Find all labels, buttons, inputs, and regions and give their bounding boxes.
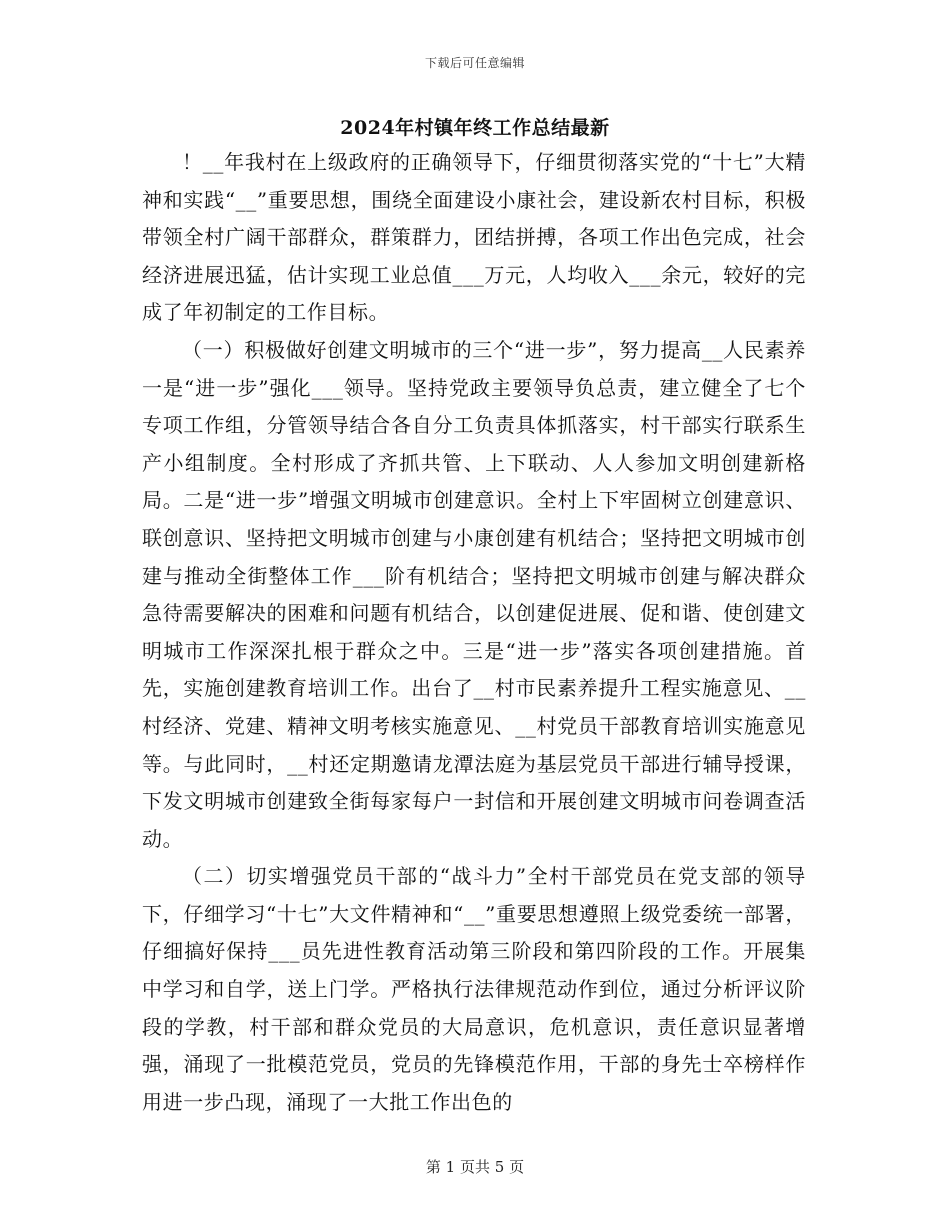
paragraph-section-2: （二）切实增强党员干部的“战斗力”全村干部党员在党支部的领导下，仔细学习“十七”大文件精神和“__”重要思想遵照上级党委统一部署，仔细搞好保持___员先进性教育活动第三阶段和第四阶段的工作。开展集中学习和自学，送上门学。严格执行法律规范动作到位，通过分析评议阶段的学教，村干部和群众党员的大局意识，危机意识，责任意识显著增强，涌现了一批模范党员，党员的先锋模范作用，干部的身先士卒榜样作用进一步凸现，涌现了一大批工作出色的: [142, 864, 806, 1114]
document-body: [142, 144, 806, 1121]
header-note: 下载后可任意编辑: [424, 56, 525, 70]
page-footer: 第 1 页共 5 页: [425, 1158, 525, 1176]
document-title: 2024年村镇年终工作总结最新: [340, 117, 610, 139]
paragraph-section-1: （一）积极做好创建文明城市的三个“进一步”，努力提高__人民素养一是“进一步”强化___领导。坚持党政主要领导负总责，建立健全了七个专项工作组，分管领导结合各自分工负责具体抓落实，村干部实行联系生产小组制度。全村形成了齐抓共管、上下联动、人人参加文明创建新格局。二是“进一步”增强文明城市创建意识。全村上下牢固树立创建意识、联创意识、坚持把文明城市创建与小康创建有机结合；坚持把文明城市创建与推动全街整体工作___阶有机结合；坚持把文明城市创建与解决群众急待需要解决的困难和问题有机结合，以创建促进展、促和谐、使创建文明城市工作深深扎根于群众之中。三是“进一步”落实各项创建措施。首先，实施创建教育培训工作。出台了__村市民素养提升工程实施意见、__村经济、党建、精神文明考核实施意见、__村党员干部教育培训实施意见等。与此同时，__村还定期邀请龙潭法庭为基层党员干部进行辅导授课，下发文明城市创建致全街每家每户一封信和开展创建文明城市问卷调查活动。: [142, 337, 806, 851]
paragraph-intro: ！__年我村在上级政府的正确领导下，仔细贯彻落实党的“十七”大精神和实践“__”重要思想，围绕全面建设小康社会，建设新农村目标，积极带领全村广阔干部群众，群策群力，团结拼搏，各项工作出色完成，社会经济进展迅猛，估计实现工业总值___万元，人均收入___余元，较好的完成了年初制定的工作目标。: [142, 150, 806, 325]
